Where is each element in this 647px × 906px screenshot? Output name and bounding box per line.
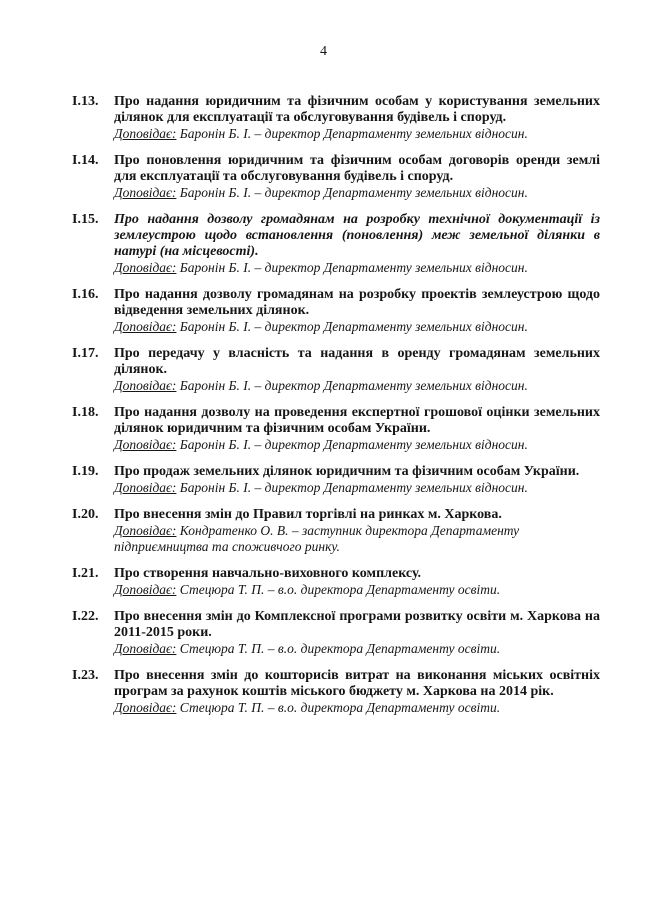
agenda-item-title: Про внесення змін до кошторисів витрат на виконання міських освітніх програм за рахунок коштів міського бюджету м. Харкова на 2014 рік.	[114, 668, 600, 699]
agenda-item-number: I.14.	[72, 153, 99, 168]
agenda-list	[72, 94, 600, 727]
agenda-item-body	[114, 609, 600, 657]
agenda-item-speaker	[114, 480, 600, 496]
agenda-item-body	[114, 464, 600, 496]
agenda-item-speaker	[114, 260, 600, 276]
agenda-item-title: Про поновлення юридичним та фізичним особам договорів оренди землі для експлуатації та обслуговування будівель і споруд.	[114, 153, 600, 184]
agenda-item-title: Про продаж земельних ділянок юридичним та фізичним особам України.	[114, 464, 580, 479]
agenda-item-number: I.21.	[72, 566, 99, 581]
agenda-item-body	[114, 507, 600, 555]
agenda-item	[72, 287, 600, 335]
agenda-item-title: Про надання дозволу громадянам на розробку технічної документації із землеустрою щодо встановлення (поновлення) меж земельної ділянки в натурі (на місцевості).	[114, 212, 600, 259]
agenda-item-body	[114, 346, 600, 394]
speaker-label: Доповідає:	[114, 260, 177, 275]
agenda-item-number: I.13.	[72, 94, 99, 109]
agenda-item-title: Про надання дозволу громадянам на розробку проектів землеустрою щодо відведення земельних ділянок.	[114, 287, 600, 318]
agenda-item-speaker	[114, 319, 600, 335]
agenda-item-speaker	[114, 582, 600, 598]
speaker-name: Баронін Б. І. – директор Департаменту земельних відносин.	[179, 437, 528, 452]
speaker-label: Доповідає:	[114, 582, 177, 597]
agenda-item-body	[114, 405, 600, 453]
agenda-item	[72, 94, 600, 142]
agenda-item	[72, 212, 600, 276]
speaker-label: Доповідає:	[114, 480, 177, 495]
speaker-name: Кондратенко О. В. – заступник директора Департаменту підприємництва та споживчого ринку.	[114, 523, 520, 554]
agenda-item-title: Про внесення змін до Комплексної програми розвитку освіти м. Харкова на 2011-2015 роки.	[114, 609, 600, 640]
agenda-item	[72, 507, 600, 555]
speaker-name: Баронін Б. І. – директор Департаменту земельних відносин.	[179, 480, 528, 495]
agenda-item	[72, 346, 600, 394]
agenda-item-title: Про надання юридичним та фізичним особам у користування земельних ділянок для експлуатації та обслуговування будівель і споруд.	[114, 94, 600, 125]
agenda-item-number: I.15.	[72, 212, 99, 227]
speaker-name: Баронін Б. І. – директор Департаменту земельних відносин.	[179, 378, 528, 393]
speaker-name: Баронін Б. І. – директор Департаменту земельних відносин.	[179, 319, 528, 334]
agenda-item-body	[114, 668, 600, 716]
speaker-name: Стецюра Т. П. – в.о. директора Департаменту освіти.	[179, 700, 501, 715]
speaker-label: Доповідає:	[114, 378, 177, 393]
agenda-item-number: I.19.	[72, 464, 99, 479]
agenda-item-title: Про надання дозволу на проведення експертної грошової оцінки земельних ділянок юридичним та фізичним особам України.	[114, 405, 600, 436]
agenda-item-body	[114, 566, 600, 598]
speaker-label: Доповідає:	[114, 126, 177, 141]
agenda-item-speaker	[114, 185, 600, 201]
agenda-item-speaker	[114, 641, 600, 657]
agenda-item-speaker	[114, 126, 600, 142]
agenda-item-number: I.17.	[72, 346, 99, 361]
agenda-item-speaker	[114, 378, 600, 394]
speaker-label: Доповідає:	[114, 319, 177, 334]
agenda-item-number: I.22.	[72, 609, 99, 624]
agenda-item-number: I.23.	[72, 668, 99, 683]
page-number: 4	[320, 44, 327, 59]
agenda-item-number: I.16.	[72, 287, 99, 302]
agenda-item	[72, 609, 600, 657]
agenda-item	[72, 153, 600, 201]
agenda-item	[72, 405, 600, 453]
agenda-item-title: Про створення навчально-виховного комплексу.	[114, 566, 422, 581]
agenda-item-speaker	[114, 700, 600, 716]
speaker-label: Доповідає:	[114, 641, 177, 656]
speaker-name: Баронін Б. І. – директор Департаменту земельних відносин.	[179, 126, 528, 141]
agenda-item-title: Про передачу у власність та надання в оренду громадянам земельних ділянок.	[114, 346, 600, 377]
speaker-name: Баронін Б. І. – директор Департаменту земельних відносин.	[179, 260, 528, 275]
agenda-item-speaker	[114, 523, 600, 555]
agenda-item-body	[114, 153, 600, 201]
speaker-label: Доповідає:	[114, 185, 177, 200]
agenda-item	[72, 668, 600, 716]
agenda-item-number: I.20.	[72, 507, 99, 522]
speaker-label: Доповідає:	[114, 700, 177, 715]
agenda-item-title: Про внесення змін до Правил торгівлі на ринках м. Харкова.	[114, 507, 502, 522]
speaker-name: Стецюра Т. П. – в.о. директора Департаменту освіти.	[179, 582, 501, 597]
speaker-label: Доповідає:	[114, 523, 177, 538]
agenda-item	[72, 566, 600, 598]
speaker-name: Баронін Б. І. – директор Департаменту земельних відносин.	[179, 185, 528, 200]
agenda-item-body	[114, 94, 600, 142]
agenda-item-speaker	[114, 437, 600, 453]
agenda-item	[72, 464, 600, 496]
agenda-item-body	[114, 287, 600, 335]
agenda-item-body	[114, 212, 600, 276]
agenda-item-number: I.18.	[72, 405, 99, 420]
speaker-name: Стецюра Т. П. – в.о. директора Департаменту освіти.	[179, 641, 501, 656]
speaker-label: Доповідає:	[114, 437, 177, 452]
